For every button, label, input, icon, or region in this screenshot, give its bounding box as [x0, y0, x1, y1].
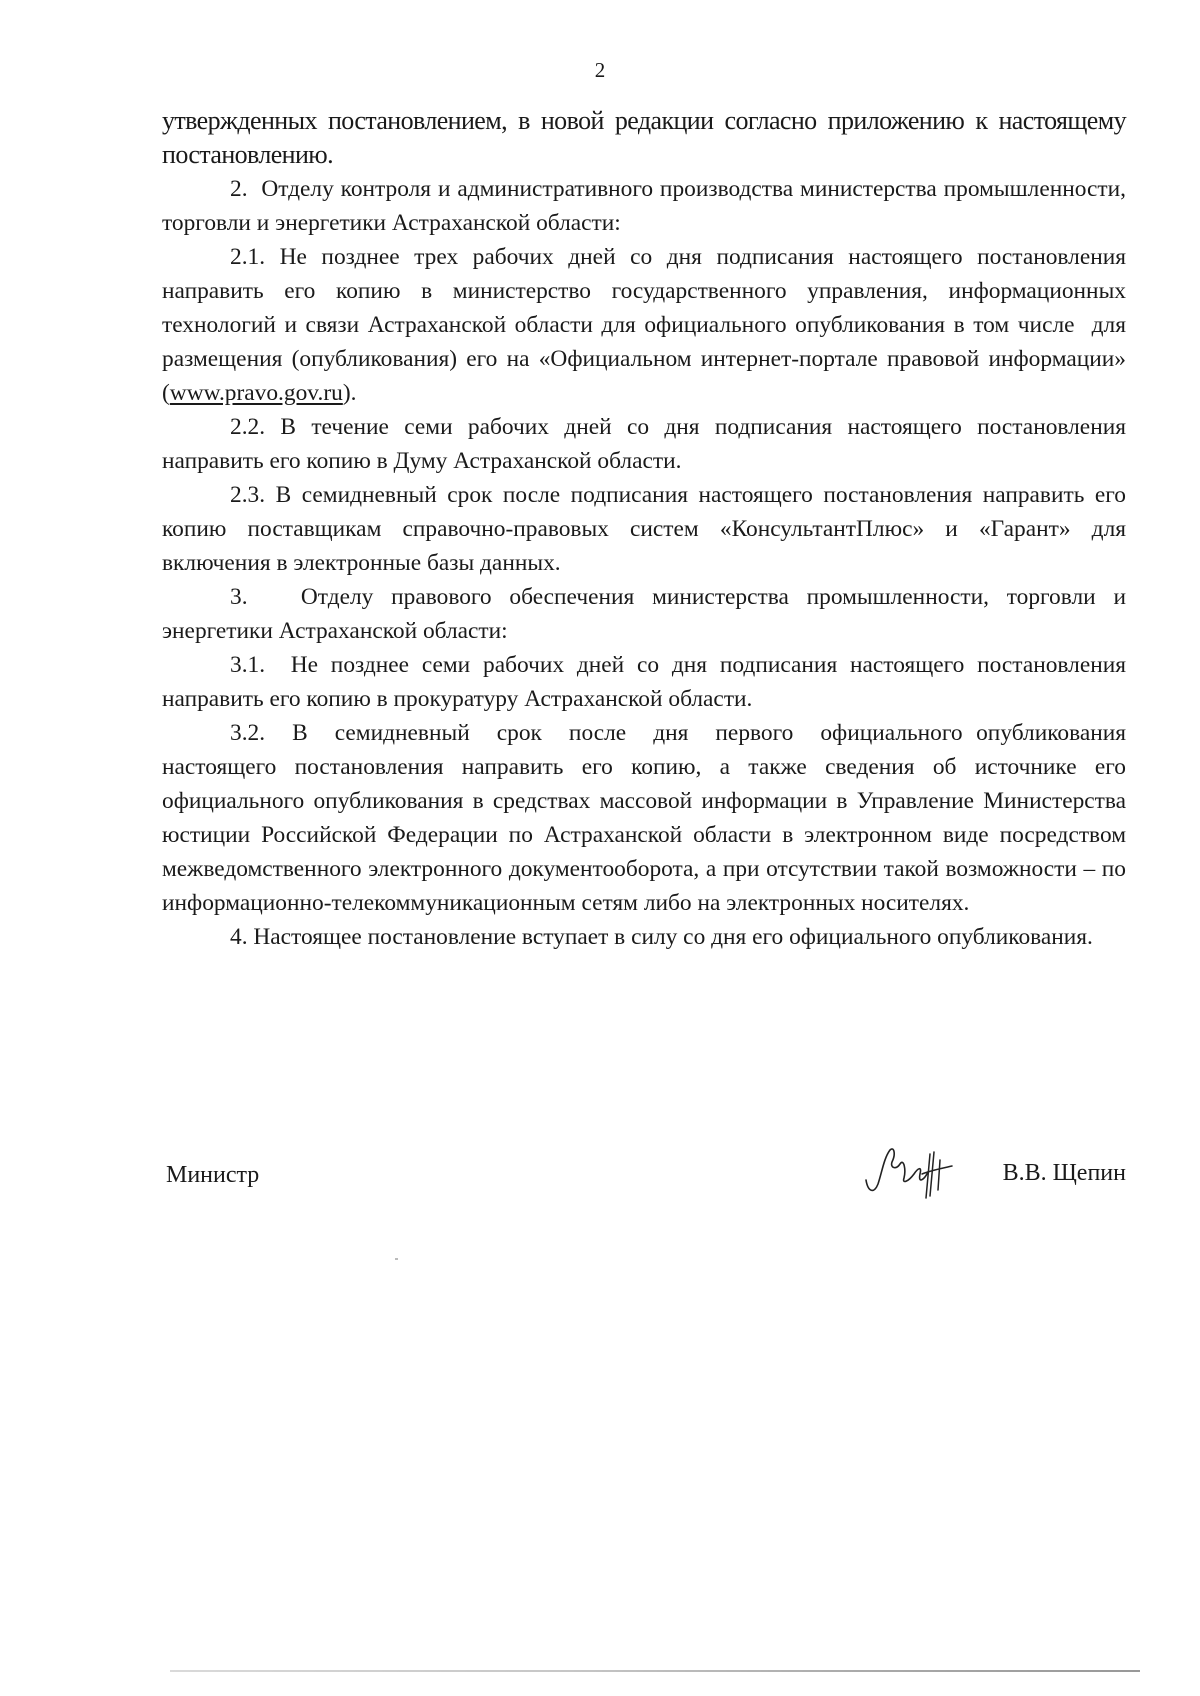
signatory-name: В.В. Щепин [1002, 1160, 1126, 1186]
signatory-title: Министр [166, 1162, 260, 1188]
paragraph-3-1: 3.1. Не позднее семи рабочих дней со дня подписания настоящего постановления направить его копию в прокуратуру Астраханской области. [162, 652, 1126, 712]
signature-block [166, 1140, 1126, 1210]
paragraph-3: 3. Отделу правового обеспечения министерства промышленности, торговли и энергетики Астраханской области: [162, 584, 1126, 644]
paragraph-2-1-text: 2.1. Не позднее трех рабочих дней со дня подписания настоящего постановления направить его копию в министерство государственного управления, информационных технологий и связи Астраханской области для официального опубликования в том числе для размещения (опубликования) его на «Официальном интернет-портале правовой информации» ( [162, 244, 1126, 406]
paragraph-2-2: 2.2. В течение семи рабочих дней со дня подписания настоящего постановления направить его копию в Думу Астраханской области. [162, 414, 1126, 474]
paragraph-continuation: утвержденных постановлением, в новой редакции согласно приложению к настоящему постановлению. [162, 106, 1126, 169]
paragraph-3-2: 3.2. В семидневный срок после дня первого официального опубликования настоящего постановления направить его копию, а также сведения об источнике его официального опубликования в средствах массовой информации в Управление Министерства юстиции Российской Федерации по Астраханской области в электронном виде посредством межведомственного электронного документооборота, а при отсутствии такой возможности – по информационно-телекоммуникационным сетям либо на электронных носителях. [162, 720, 1126, 916]
scan-edge-line [170, 1670, 1140, 1672]
document-body [162, 104, 1126, 954]
scan-speck [395, 1258, 398, 1260]
pravo-link[interactable]: www.pravo.gov.ru [169, 380, 343, 406]
paragraph-2-3: 2.3. В семидневный срок после подписания настоящего постановления направить его копию поставщикам справочно-правовых систем «КонсультантПлюс» и «Гарант» для включения в электронные базы данных. [162, 482, 1126, 576]
paragraph-2-1-end: ). [342, 380, 357, 406]
paragraph-2-1 [162, 240, 1126, 410]
paragraph-4: 4. Настоящее постановление вступает в силу со дня его официального опубликования. [230, 924, 1093, 950]
page-number: 2 [594, 58, 606, 82]
paragraph-2: 2. Отделу контроля и административного производства министерства промышленности, торговли и энергетики Астраханской области: [162, 176, 1126, 236]
handwritten-signature [860, 1140, 980, 1210]
